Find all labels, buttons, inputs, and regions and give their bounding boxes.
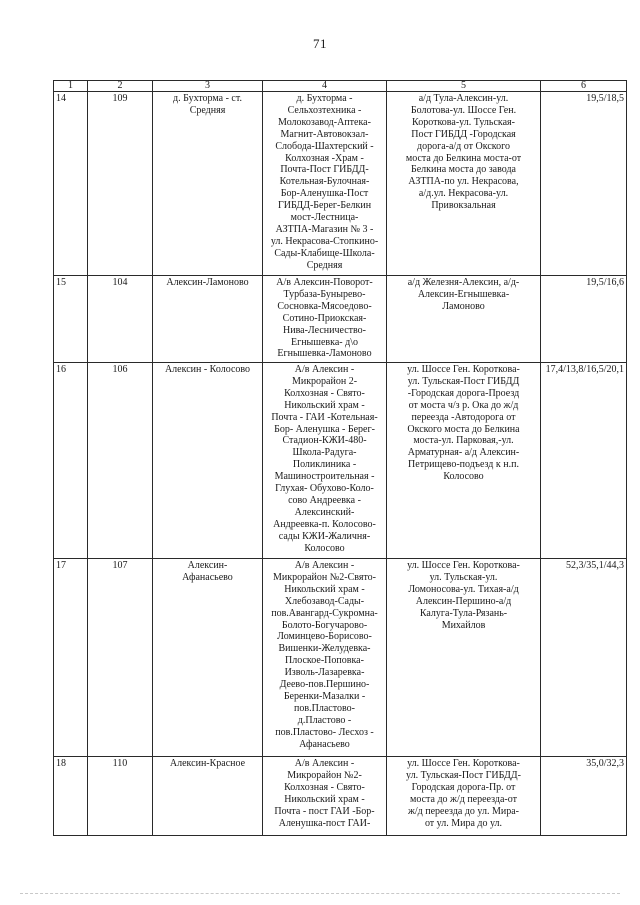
route-name: Алексин- Афанасьево <box>153 559 263 757</box>
column-header-3: 3 <box>153 81 263 92</box>
route-index: 17 <box>54 559 88 757</box>
route-stops: А/в Алексин-Поворот- Турбаза-Буныревo- Сосновка-Мясоедово- Сотино-Приокская- Нива-Лесничество- Егнышевка- д\о Егнышевка-Ламоново <box>263 276 387 363</box>
route-number: 104 <box>88 276 153 363</box>
route-name: д. Бухторма - ст. Средняя <box>153 92 263 276</box>
route-name: Алексин-Ламоново <box>153 276 263 363</box>
scan-edge-divider <box>20 893 620 894</box>
table-row <box>54 363 627 559</box>
routes-table <box>53 80 627 836</box>
route-index: 16 <box>54 363 88 559</box>
route-streets: а/д Железня-Алексин, а/д- Алексин-Егнышевка- Ламоново <box>387 276 541 363</box>
route-index: 14 <box>54 92 88 276</box>
route-streets: ул. Шоссе Ген. Короткова- ул. Тульская-Пост ГИБДД -Городская дорога-Проезд от моста ч/з р. Ока до ж/д переезда -Автодорога от Окского моста до Белкина моста-ул. Парковая,-ул. Арматурная- а/д Алексин- Петрищево-подъезд к н.п. Колосово <box>387 363 541 559</box>
route-length: 52,3/35,1/44,3 <box>541 559 627 757</box>
column-header-5: 5 <box>387 81 541 92</box>
route-streets: ул. Шоссе Ген. Короткова- ул. Тульская-Пост ГИБДД- Городская дорога-Пр. от моста до ж/д переезда-от ж/д переезда до ул. Мира- от ул. Мира до ул. <box>387 757 541 836</box>
table-row <box>54 559 627 757</box>
route-stops: д. Бухторма - Сельхозтехника - Молокозавод-Аптека- Магнит-Автовокзал- Слобода-Шахтерский - Колхозная -Храм - Почта-Пост ГИБДД- Котельная-Булочная- Бор-Аленушка-Пост ГИБДД-Берег-Белкин мост-Лестница- АЗТПА-Магазин № 3 - ул. Некрасова-Стопкино- Сады-Клабище-Школа- Средняя <box>263 92 387 276</box>
route-stops: А/в Алексин - Микрорайон №2-Свято- Никольский храм - Хлебозавод-Сады- пов.Авангард-Сукромна- Болото-Богучарово- Ломинцево-Борисово- Вишенки-Желудевка- Плоское-Поповка- Изволь-Лазаревка- Деево-пов.Першино- Беренки-Мазалки - пов.Пластово- д.Пластово - пов.Пластово- Лесхоз - Афанасьево <box>263 559 387 757</box>
table-row <box>54 757 627 836</box>
table-row <box>54 92 627 276</box>
route-index: 18 <box>54 757 88 836</box>
route-length: 19,5/18,5 <box>541 92 627 276</box>
route-stops: А/в Алексин - Микрорайон №2- Колхозная - Свято- Никольский храм - Почта - пост ГАИ -Бор- Аленушка-пост ГАИ- <box>263 757 387 836</box>
table-row <box>54 276 627 363</box>
route-streets: а/д Тула-Алексин-ул. Болотова-ул. Шоссе Ген. Короткова-ул. Тульская- Пост ГИБДД -Городская дорога-а/д от Окского моста до Белкина моста-от Белкина моста до завода АЗТПА-по ул. Некрасова, а/д.ул. Некрасова-ул. Привокзальная <box>387 92 541 276</box>
route-number: 109 <box>88 92 153 276</box>
route-number: 107 <box>88 559 153 757</box>
page-number: 71 <box>313 36 327 51</box>
route-index: 15 <box>54 276 88 363</box>
column-header-2: 2 <box>88 81 153 92</box>
route-length: 19,5/16,6 <box>541 276 627 363</box>
table-header-row <box>54 81 627 92</box>
route-number: 106 <box>88 363 153 559</box>
route-name: Алексин - Колосово <box>153 363 263 559</box>
column-header-6: 6 <box>541 81 627 92</box>
route-name: Алексин-Красное <box>153 757 263 836</box>
column-header-4: 4 <box>263 81 387 92</box>
route-length: 35,0/32,3 <box>541 757 627 836</box>
route-number: 110 <box>88 757 153 836</box>
route-length: 17,4/13,8/16,5/20,1 <box>541 363 627 559</box>
column-header-1: 1 <box>54 81 88 92</box>
route-streets: ул. Шоссе Ген. Короткова- ул. Тульская-ул. Ломоносова-ул. Тихая-а/д Алексин-Першино-а/д Калуга-Тула-Рязань- Михайлов <box>387 559 541 757</box>
route-stops: А/в Алексин - Микрорайон 2- Колхозная - Свято- Никольский храм - Почта - ГАИ -Котельная- Бор- Аленушка - Берег- Стадион-КЖИ-480- Школа-Радуга- Поликлиника - Машиностроительная - Глухая- Обухово-Коло- сово Андреевка - Алексинский- Андреевка-п. Колосово- сады КЖИ-Жаличня- Колосово <box>263 363 387 559</box>
